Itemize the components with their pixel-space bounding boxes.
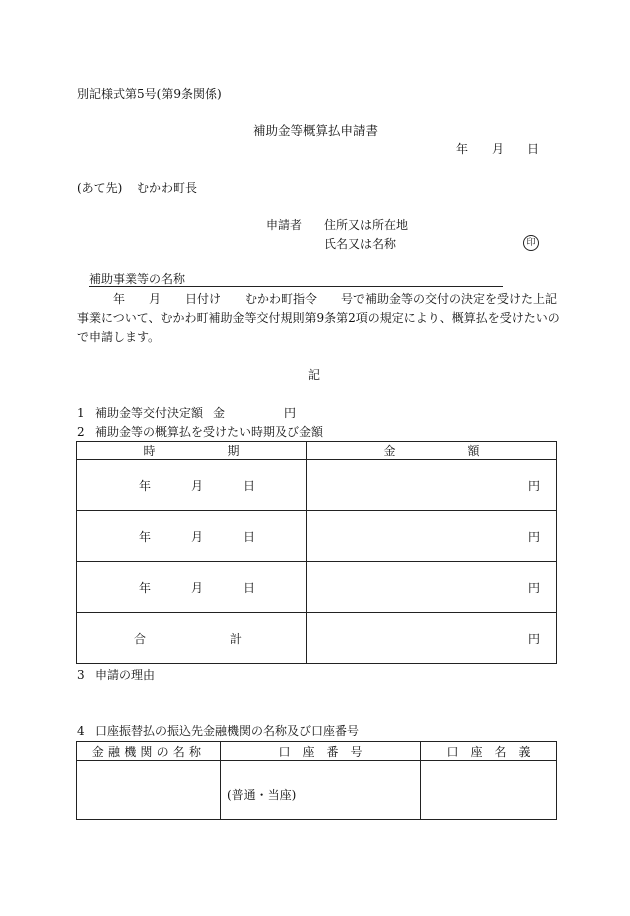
amount-cell[interactable] [307,511,557,562]
item-4-number: 4 [77,724,85,738]
applicant-address-label: 住所又は所在地 [324,218,409,232]
applicant-name-label: 氏名又は名称 [324,237,397,251]
item-3-number: 3 [77,668,85,682]
amount-yen: 円 [527,529,540,544]
applicant-label: 申請者 [266,218,303,232]
col-account-number-header: 口 座 番 号 [221,742,421,761]
table-row [77,460,557,511]
ki-heading: 記 [308,368,321,382]
date-month: 月 [492,142,505,156]
date-cell[interactable] [77,511,307,562]
col-account-holder-header: 口 座 名 義 [421,742,557,761]
table-row [77,562,557,613]
amount-cell[interactable] [307,460,557,511]
date-month: 月 [191,478,204,493]
body-line-1: 年 月 日付け むかわ町指令 号で補助金等の交付の決定を受けた上記 [113,292,558,306]
total-row [77,613,557,664]
amount-cell[interactable] [307,562,557,613]
col-bank-name-header: 金融機関の名称 [77,742,221,761]
total-amount-cell[interactable] [307,613,557,664]
schedule-table-header [77,442,557,460]
item-1-yen: 円 [284,406,297,420]
amount-yen: 円 [527,580,540,595]
item-4-label: 口座振替払の振込先金融機関の名称及び口座番号 [95,724,360,738]
item-1-kin: 金 [213,406,226,420]
seal-mark: 印 [523,235,539,251]
account-type: (普通・当座) [227,787,297,802]
table-row [77,761,557,820]
table-row [77,511,557,562]
date-month: 月 [191,529,204,544]
date-year: 年 [456,142,469,156]
bank-table-header [77,742,557,761]
account-holder-cell[interactable] [421,761,557,820]
addressee-prefix: (あて先) [77,181,123,195]
item-2-label: 補助金等の概算払を受けたい時期及び金額 [95,425,324,439]
bank-name-cell[interactable] [77,761,221,820]
addressee-name: むかわ町長 [137,181,198,195]
item-1-label: 補助金等交付決定額 [95,406,204,420]
col-amount-header: 金 額 [307,442,557,460]
date-day: 日 [243,478,256,493]
total-yen: 円 [527,631,540,646]
date-day: 日 [243,580,256,595]
body-line-2: 事業について、むかわ町補助金等交付規則第9条第2項の規定により、概算払を受けたいの [77,311,560,325]
col-time-header: 時 期 [77,442,307,460]
date-cell[interactable] [77,562,307,613]
body-line-3: で申請します。 [77,330,161,344]
bank-account-table [76,741,557,820]
amount-yen: 円 [527,478,540,493]
date-cell[interactable] [77,460,307,511]
project-name-underline [89,286,503,287]
date-year: 年 [139,580,152,595]
item-2-number: 2 [77,425,85,439]
date-day: 日 [243,529,256,544]
date-month: 月 [191,580,204,595]
date-year: 年 [139,478,152,493]
total-label: 合 計 [77,613,307,664]
project-name-label: 補助事業等の名称 [89,272,186,286]
item-1-number: 1 [77,406,85,420]
form-number: 別記様式第5号(第9条関係) [77,87,222,101]
item-3-label: 申請の理由 [95,668,156,682]
date-year: 年 [139,529,152,544]
date-day: 日 [527,142,540,156]
page-title: 補助金等概算払申請書 [253,123,379,138]
account-number-cell[interactable] [221,761,421,820]
schedule-table [76,441,557,664]
